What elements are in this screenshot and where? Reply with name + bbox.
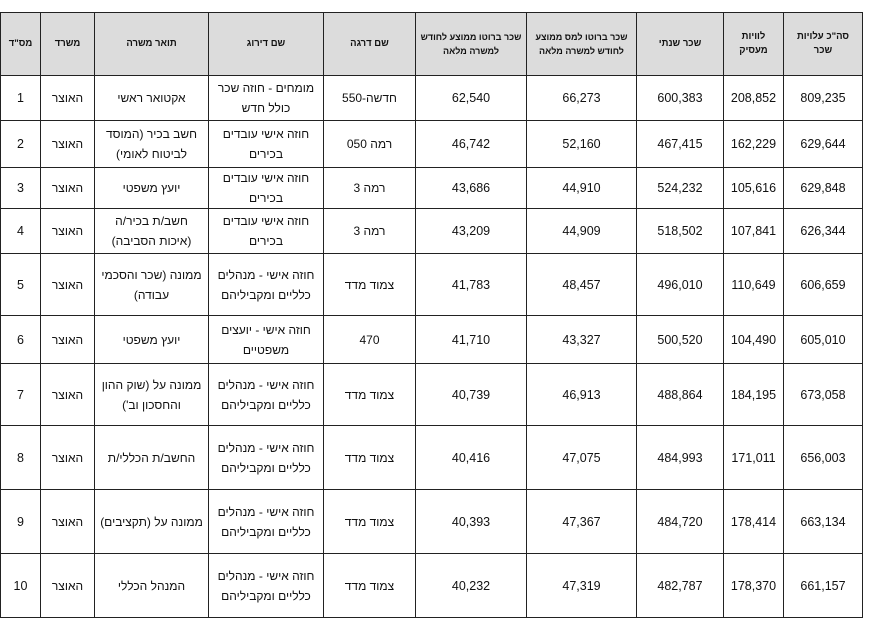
cell-annual-salary: 482,787 (637, 554, 724, 618)
table-row (1, 316, 863, 364)
cell-gross-avg: 62,540 (416, 76, 527, 121)
cell-job-title: חשב/ת בכיר/ה (איכות הסביבה) (95, 209, 209, 254)
cell-annual-salary: 484,720 (637, 490, 724, 554)
cell-row-no: 10 (1, 554, 41, 618)
cell-gross-tax-avg: 48,457 (527, 254, 637, 316)
cell-grade: צמוד מדד (324, 490, 416, 554)
cell-ministry: האוצר (41, 316, 95, 364)
cell-job-title: חשב בכיר (המוסד לביטוח לאומי) (95, 121, 209, 168)
cell-grade: רמה 3 (324, 209, 416, 254)
table-row (1, 209, 863, 254)
cell-total-cost: 629,644 (784, 121, 863, 168)
cell-grade: צמוד מדד (324, 364, 416, 426)
cell-total-cost: 605,010 (784, 316, 863, 364)
cell-gross-avg: 41,710 (416, 316, 527, 364)
cell-ministry: האוצר (41, 121, 95, 168)
cell-ranking: חוזה אישי - מנהלים כלליים ומקביליהם (209, 254, 324, 316)
cell-ranking: חוזה אישי עובדים בכירים (209, 121, 324, 168)
cell-row-no: 9 (1, 490, 41, 554)
cell-ranking: חוזה אישי - מנהלים כלליים ומקביליהם (209, 364, 324, 426)
cell-annual-salary: 467,415 (637, 121, 724, 168)
table-row (1, 426, 863, 490)
cell-annual-salary: 496,010 (637, 254, 724, 316)
table-row (1, 254, 863, 316)
cell-grade: צמוד מדד (324, 254, 416, 316)
cell-gross-avg: 40,393 (416, 490, 527, 554)
cell-gross-avg: 43,686 (416, 168, 527, 209)
table-row (1, 364, 863, 426)
cell-row-no: 5 (1, 254, 41, 316)
cell-ministry: האוצר (41, 364, 95, 426)
cell-annual-salary: 518,502 (637, 209, 724, 254)
salary-table (0, 12, 863, 618)
header-ranking: שם דירוג (209, 13, 324, 76)
cell-row-no: 4 (1, 209, 41, 254)
header-gross-avg: שכר ברוטו ממוצע לחודש למשרה מלאה (416, 13, 527, 76)
cell-job-title: ממונה על (תקציבים) (95, 490, 209, 554)
cell-row-no: 2 (1, 121, 41, 168)
header-employer-costs: לוויות מעסיק (724, 13, 784, 76)
header-job-title: תואר משרה (95, 13, 209, 76)
cell-ranking: חוזה אישי - יועצים משפטיים (209, 316, 324, 364)
cell-ministry: האוצר (41, 168, 95, 209)
cell-total-cost: 626,344 (784, 209, 863, 254)
cell-employer-costs: 162,229 (724, 121, 784, 168)
cell-grade: רמה 3 (324, 168, 416, 209)
cell-ministry: האוצר (41, 76, 95, 121)
cell-gross-tax-avg: 47,075 (527, 426, 637, 490)
cell-gross-tax-avg: 66,273 (527, 76, 637, 121)
cell-employer-costs: 178,370 (724, 554, 784, 618)
cell-gross-tax-avg: 47,367 (527, 490, 637, 554)
cell-ministry: האוצר (41, 426, 95, 490)
cell-row-no: 8 (1, 426, 41, 490)
cell-gross-avg: 40,416 (416, 426, 527, 490)
cell-ministry: האוצר (41, 254, 95, 316)
cell-grade: חדשה-550 (324, 76, 416, 121)
cell-total-cost: 663,134 (784, 490, 863, 554)
cell-ministry: האוצר (41, 490, 95, 554)
cell-annual-salary: 484,993 (637, 426, 724, 490)
cell-annual-salary: 500,520 (637, 316, 724, 364)
cell-employer-costs: 171,011 (724, 426, 784, 490)
cell-employer-costs: 107,841 (724, 209, 784, 254)
cell-employer-costs: 178,414 (724, 490, 784, 554)
cell-gross-tax-avg: 47,319 (527, 554, 637, 618)
header-total-cost: סה"כ עלויות שכר (784, 13, 863, 76)
cell-ranking: חוזה אישי - מנהלים כלליים ומקביליהם (209, 490, 324, 554)
cell-total-cost: 809,235 (784, 76, 863, 121)
cell-ministry: האוצר (41, 554, 95, 618)
cell-job-title: ממונה על (שוק ההון והחסכון וב') (95, 364, 209, 426)
cell-row-no: 3 (1, 168, 41, 209)
cell-ranking: חוזה אישי - מנהלים כלליים ומקביליהם (209, 554, 324, 618)
cell-gross-avg: 40,232 (416, 554, 527, 618)
cell-gross-tax-avg: 44,909 (527, 209, 637, 254)
table-row (1, 490, 863, 554)
table-row (1, 76, 863, 121)
cell-job-title: החשב/ת הכללי/ת (95, 426, 209, 490)
cell-annual-salary: 600,383 (637, 76, 724, 121)
cell-total-cost: 673,058 (784, 364, 863, 426)
cell-gross-avg: 40,739 (416, 364, 527, 426)
cell-annual-salary: 488,864 (637, 364, 724, 426)
cell-total-cost: 656,003 (784, 426, 863, 490)
cell-row-no: 7 (1, 364, 41, 426)
cell-employer-costs: 104,490 (724, 316, 784, 364)
table-row (1, 168, 863, 209)
cell-row-no: 1 (1, 76, 41, 121)
header-row-no: מס"ד (1, 13, 41, 76)
cell-ranking: חוזה אישי עובדים בכירים (209, 168, 324, 209)
table-row (1, 554, 863, 618)
cell-annual-salary: 524,232 (637, 168, 724, 209)
cell-gross-avg: 43,209 (416, 209, 527, 254)
cell-employer-costs: 105,616 (724, 168, 784, 209)
cell-row-no: 6 (1, 316, 41, 364)
cell-employer-costs: 208,852 (724, 76, 784, 121)
cell-gross-tax-avg: 43,327 (527, 316, 637, 364)
cell-job-title: יועץ משפטי (95, 168, 209, 209)
cell-job-title: יועץ משפטי (95, 316, 209, 364)
cell-employer-costs: 184,195 (724, 364, 784, 426)
cell-ranking: מומחים - חוזה שכר כולל חדש (209, 76, 324, 121)
cell-job-title: אקטואר ראשי (95, 76, 209, 121)
cell-employer-costs: 110,649 (724, 254, 784, 316)
cell-grade: רמה 050 (324, 121, 416, 168)
cell-total-cost: 629,848 (784, 168, 863, 209)
cell-grade: צמוד מדד (324, 426, 416, 490)
cell-ministry: האוצר (41, 209, 95, 254)
cell-job-title: ממונה (שכר והסכמי עבודה) (95, 254, 209, 316)
cell-gross-tax-avg: 52,160 (527, 121, 637, 168)
table-row (1, 121, 863, 168)
cell-gross-avg: 46,742 (416, 121, 527, 168)
salary-table-sheet (0, 12, 862, 618)
header-gross-tax-avg: שכר ברוטו למס ממוצע לחודש למשרה מלאה (527, 13, 637, 76)
header-ministry: משרד (41, 13, 95, 76)
cell-job-title: המנהל הכללי (95, 554, 209, 618)
header-row (1, 13, 863, 76)
header-grade: שם דרגה (324, 13, 416, 76)
cell-ranking: חוזה אישי עובדים בכירים (209, 209, 324, 254)
cell-gross-avg: 41,783 (416, 254, 527, 316)
cell-gross-tax-avg: 46,913 (527, 364, 637, 426)
cell-gross-tax-avg: 44,910 (527, 168, 637, 209)
cell-ranking: חוזה אישי - מנהלים כלליים ומקביליהם (209, 426, 324, 490)
header-annual-salary: שכר שנתי (637, 13, 724, 76)
cell-total-cost: 661,157 (784, 554, 863, 618)
cell-grade: צמוד מדד (324, 554, 416, 618)
cell-grade: 470 (324, 316, 416, 364)
cell-total-cost: 606,659 (784, 254, 863, 316)
